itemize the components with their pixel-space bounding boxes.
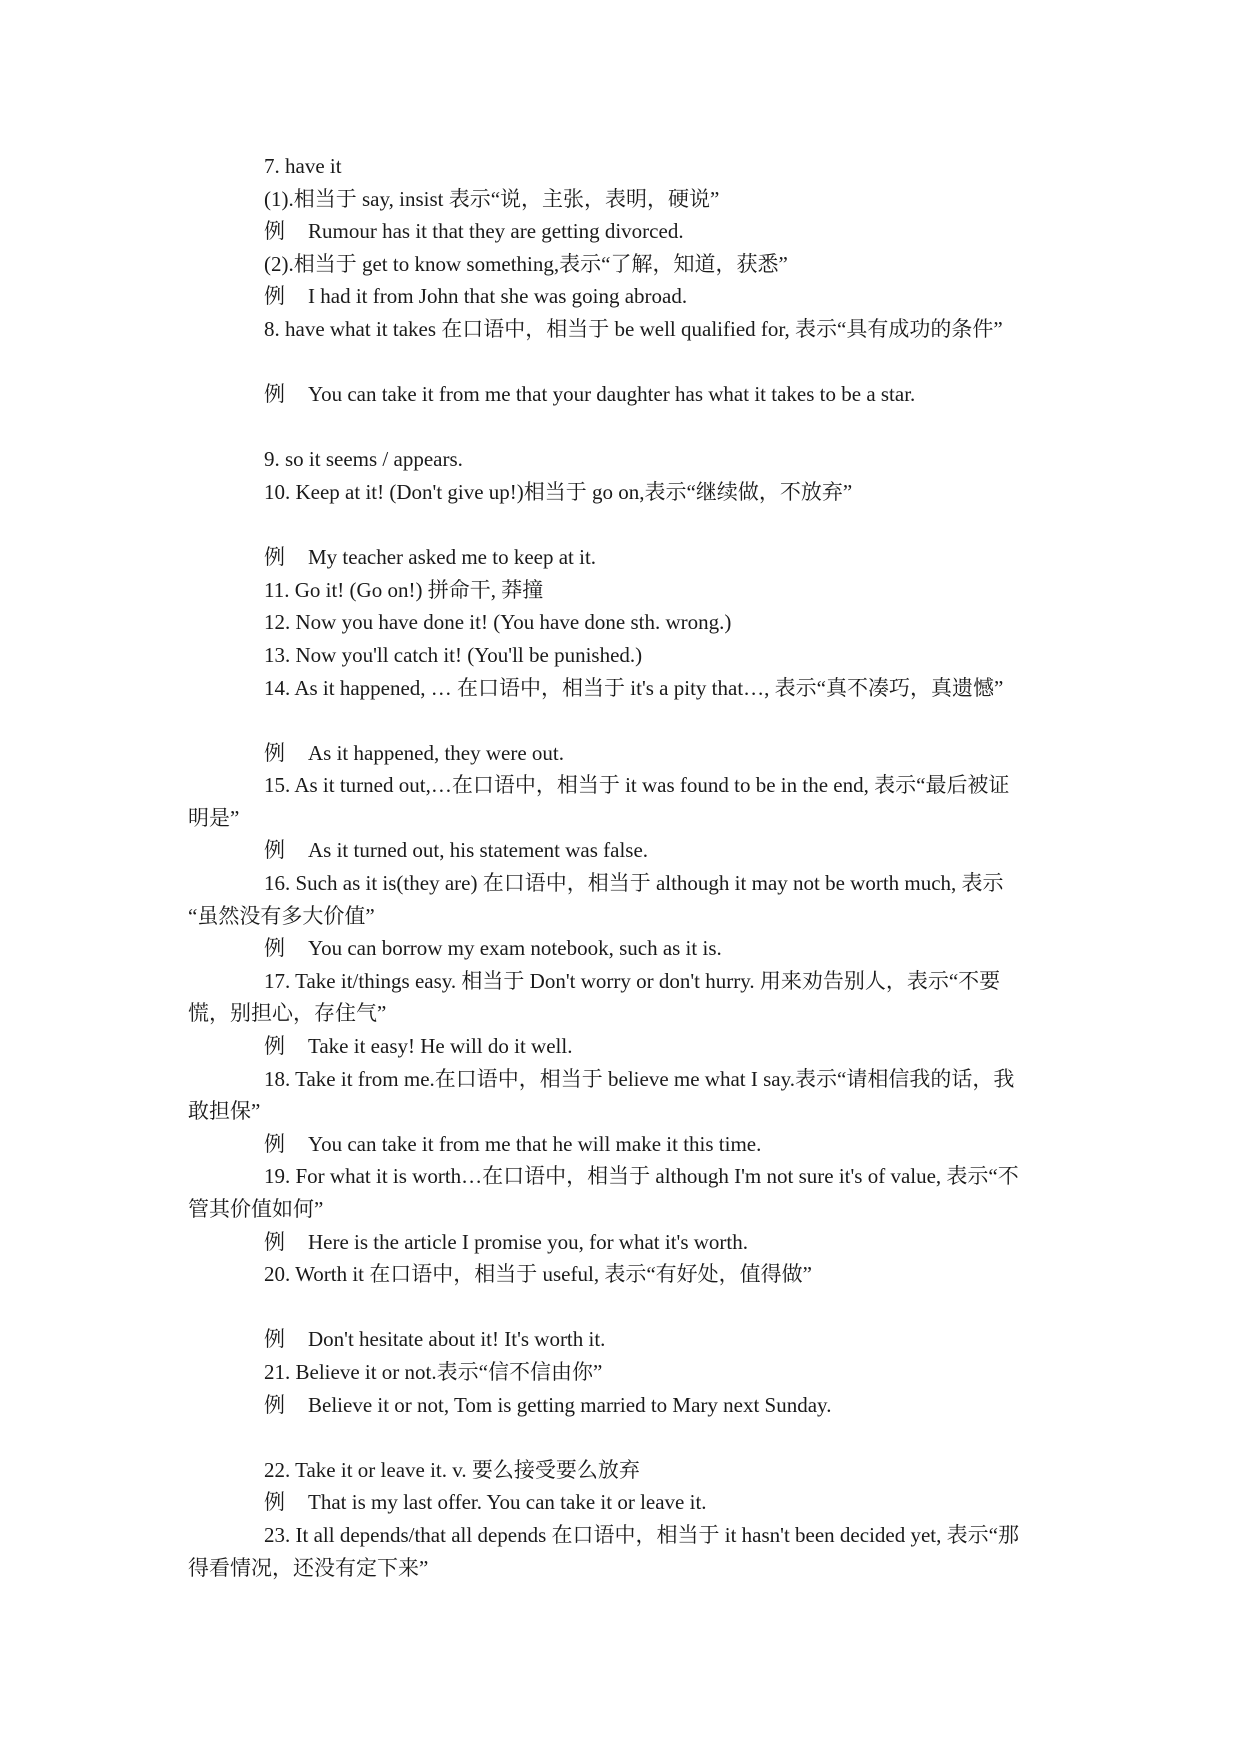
example-text: As it turned out, his statement was false. bbox=[308, 838, 649, 863]
blank-line bbox=[188, 1421, 1068, 1454]
blank-line bbox=[188, 704, 1068, 737]
entry-heading: 16. Such as it is(they are) 在口语中，相当于 although it may not be worth much, 表示 bbox=[264, 871, 1004, 896]
example-line bbox=[188, 834, 1068, 867]
entry-heading: 15. As it turned out,…在口语中，相当于 it was found to be in the end, 表示“最后被证 bbox=[264, 773, 1010, 798]
example-line bbox=[188, 215, 1068, 248]
example-text: As it happened, they were out. bbox=[308, 740, 565, 765]
entry-continuation: 慌，别担心，存住气” bbox=[188, 1001, 387, 1026]
example-text: You can take it from me that he will make it this time. bbox=[308, 1131, 762, 1156]
entry-sense: (1).相当于 say, insist 表示“说，主张，表明，硬说” bbox=[264, 186, 720, 211]
example-marker: 例 bbox=[264, 838, 285, 863]
example-marker: 例 bbox=[264, 382, 285, 407]
example-marker: 例 bbox=[264, 1131, 285, 1156]
example-line bbox=[188, 1486, 1068, 1519]
entry-heading: 14. As it happened, … 在口语中，相当于 it's a pity that…, 表示“真不凑巧，真遗憾” bbox=[264, 675, 1004, 700]
entry-heading: 10. Keep at it! (Don't give up!)相当于 go on,表示“继续做，不放弃” bbox=[264, 479, 853, 504]
entry-sense: (2).相当于 get to know something,表示“了解，知道，获悉” bbox=[264, 251, 788, 276]
example-line bbox=[188, 1030, 1068, 1063]
example-line bbox=[188, 1226, 1068, 1259]
example-marker: 例 bbox=[264, 545, 285, 570]
entry-heading: 23. It all depends/that all depends 在口语中，相当于 it hasn't been decided yet, 表示“那 bbox=[264, 1522, 1019, 1547]
entry-continuation: 明是” bbox=[188, 805, 240, 830]
example-line bbox=[188, 1323, 1068, 1356]
example-marker: 例 bbox=[264, 1490, 285, 1515]
blank-line bbox=[188, 1291, 1068, 1324]
entry-heading: 18. Take it from me.在口语中，相当于 believe me what I say.表示“请相信我的话，我 bbox=[264, 1066, 1015, 1091]
example-marker: 例 bbox=[264, 1392, 285, 1417]
entry-heading: 21. Believe it or not.表示“信不信由你” bbox=[264, 1359, 603, 1384]
example-text: You can take it from me that your daughter has what it takes to be a star. bbox=[308, 382, 916, 407]
example-marker: 例 bbox=[264, 1034, 285, 1059]
entry-heading: 12. Now you have done it! (You have done sth. wrong.) bbox=[264, 610, 732, 635]
entry-heading: 9. so it seems / appears. bbox=[264, 447, 463, 472]
example-line bbox=[188, 1389, 1068, 1422]
example-line bbox=[188, 932, 1068, 965]
document-body bbox=[188, 150, 1068, 1584]
example-text: Rumour has it that they are getting divorced. bbox=[308, 219, 684, 244]
example-text: My teacher asked me to keep at it. bbox=[308, 545, 597, 570]
example-line bbox=[188, 1128, 1068, 1161]
example-text: Take it easy! He will do it well. bbox=[308, 1034, 573, 1059]
entry-heading: 19. For what it is worth…在口语中，相当于 although I'm not sure it's of value, 表示“不 bbox=[264, 1164, 1019, 1189]
example-text: Here is the article I promise you, for what it's worth. bbox=[308, 1229, 748, 1254]
entry-continuation: 敢担保” bbox=[188, 1099, 261, 1124]
example-text: Don't hesitate about it! It's worth it. bbox=[308, 1327, 606, 1352]
example-line bbox=[188, 737, 1068, 770]
example-marker: 例 bbox=[264, 936, 285, 961]
example-marker: 例 bbox=[264, 219, 285, 244]
example-text: You can borrow my exam notebook, such as it is. bbox=[308, 936, 722, 961]
example-marker: 例 bbox=[264, 1327, 285, 1352]
example-text: I had it from John that she was going abroad. bbox=[308, 284, 688, 309]
entry-heading: 20. Worth it 在口语中，相当于 useful, 表示“有好处，值得做” bbox=[264, 1262, 812, 1287]
entry-heading: 22. Take it or leave it. v. 要么接受要么放弃 bbox=[264, 1457, 640, 1482]
entry-heading: 11. Go it! (Go on!) 拼命干, 莽撞 bbox=[264, 577, 544, 602]
example-text: That is my last offer. You can take it or leave it. bbox=[308, 1490, 707, 1515]
entry-heading: 13. Now you'll catch it! (You'll be punished.) bbox=[264, 642, 643, 667]
entry-continuation: 得看情况，还没有定下来” bbox=[188, 1555, 429, 1580]
entry-continuation: 管其价值如何” bbox=[188, 1197, 324, 1221]
blank-line bbox=[188, 411, 1068, 444]
entry-heading: 7. have it bbox=[264, 154, 342, 178]
entry-heading: 17. Take it/things easy. 相当于 Don't worry or don't hurry. 用来劝告别人，表示“不要 bbox=[264, 968, 1001, 993]
blank-line bbox=[188, 346, 1068, 379]
entry-continuation: “虽然没有多大价值” bbox=[188, 903, 375, 928]
example-line bbox=[188, 541, 1068, 574]
example-marker: 例 bbox=[264, 284, 285, 309]
example-line bbox=[188, 378, 1068, 411]
example-marker: 例 bbox=[264, 1229, 285, 1254]
example-line bbox=[188, 280, 1068, 313]
entry-heading: 8. have what it takes 在口语中，相当于 be well qualified for, 表示“具有成功的条件” bbox=[264, 316, 1003, 341]
example-marker: 例 bbox=[264, 740, 285, 765]
blank-line bbox=[188, 509, 1068, 542]
example-text: Believe it or not, Tom is getting married to Mary next Sunday. bbox=[308, 1392, 832, 1417]
